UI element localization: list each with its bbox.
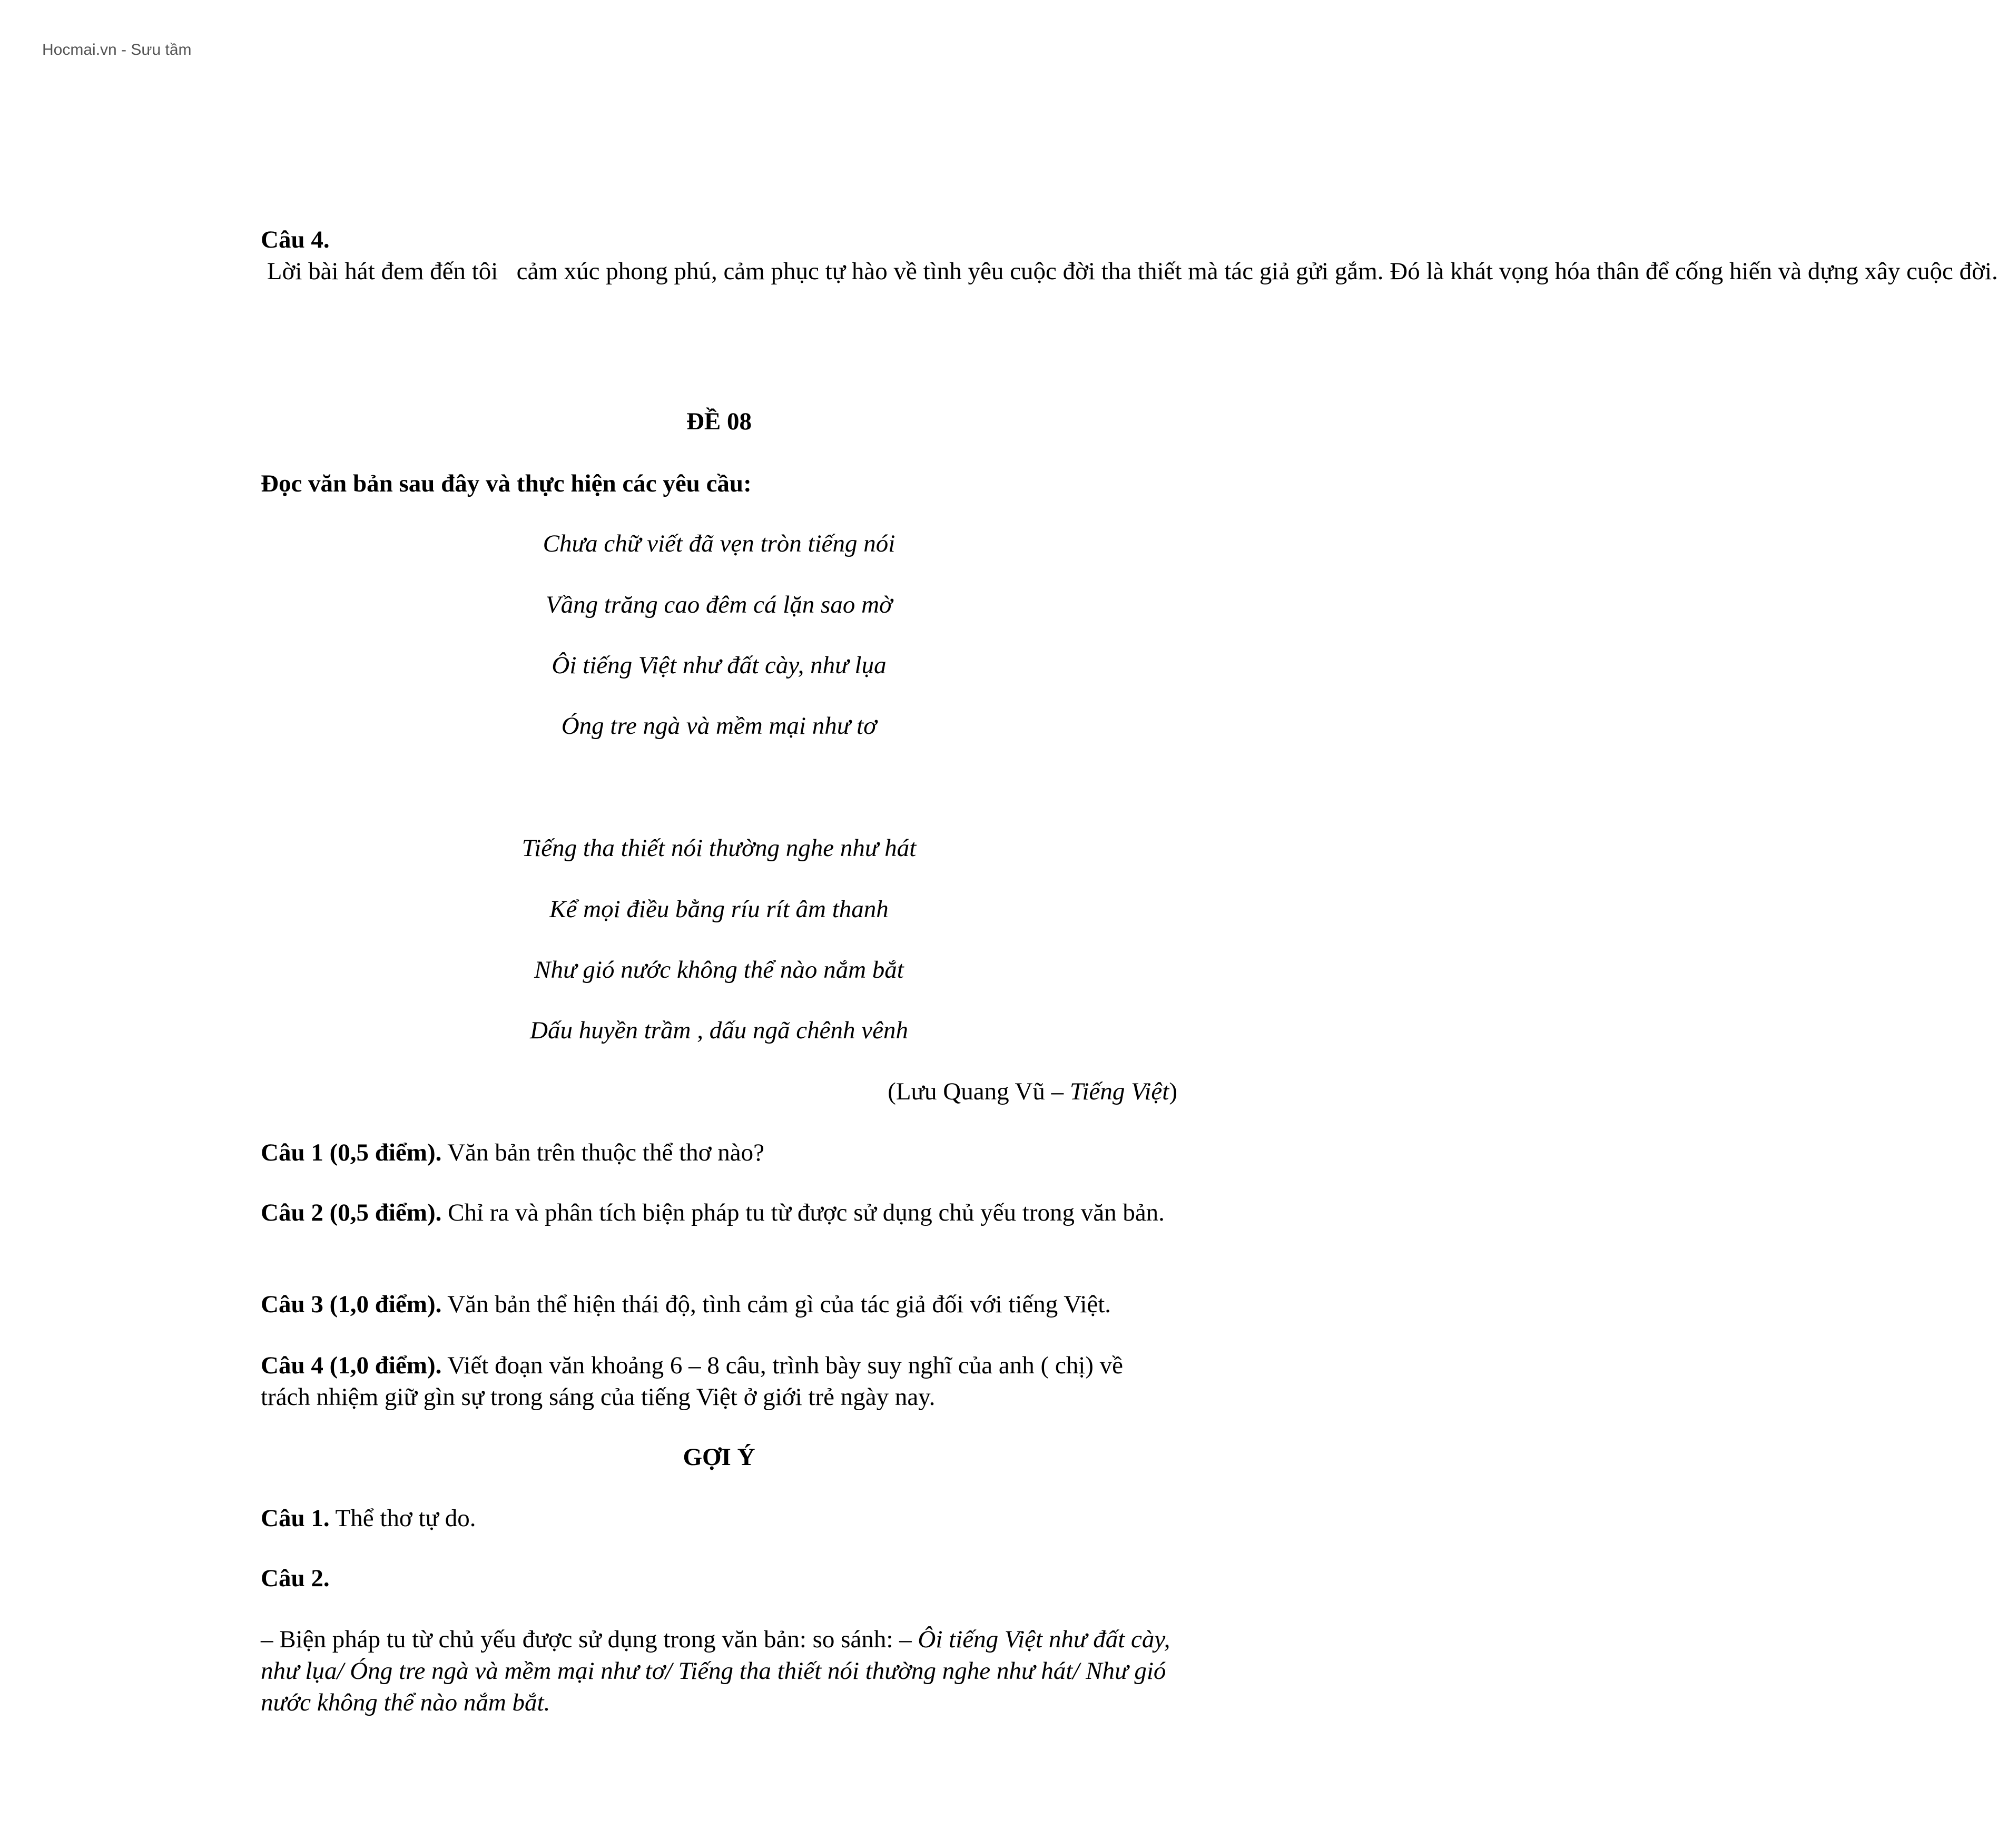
answer-1: Câu 1. Thể thơ tự do. xyxy=(261,1505,476,1532)
exam-title: ĐỀ 08 xyxy=(686,408,752,435)
poem-line: Dấu huyền trầm , dấu ngã chênh vênh xyxy=(530,1017,908,1044)
poem-line: Chưa chữ viết đã vẹn tròn tiếng nói xyxy=(543,530,895,557)
poem-line: Kể mọi điều bằng ríu rít âm thanh xyxy=(549,896,889,923)
question-3: Câu 3 (1,0 điểm). Văn bản thể hiện thái độ, tình cảm gì của tác giả đối với tiếng Việt. xyxy=(261,1291,1111,1318)
poem-line: Vầng trăng cao đêm cá lặn sao mờ xyxy=(545,591,893,618)
instruction: Đọc văn bản sau đây và thực hiện các yêu cầu: xyxy=(261,470,752,497)
prev-answer-label: Câu 4. xyxy=(261,226,330,253)
answer-2-text: – Biện pháp tu từ chủ yếu được sử dụng trong văn bản: so sánh: – Ôi tiếng Việt như đất cày, như lụa/ Óng tre ngà và mềm mại như tơ/ Tiếng tha thiết nói thường nghe như hát/ Như gió nước không thể nào nắm bắt. xyxy=(261,1626,1170,1716)
poem-line: Như gió nước không thể nào nắm bắt xyxy=(534,956,904,984)
watermark: Hocmai.vn - Sưu tầm xyxy=(42,41,192,58)
poem-line: Ôi tiếng Việt như đất cày, như lụa xyxy=(552,652,887,679)
question-1: Câu 1 (0,5 điểm). Văn bản trên thuộc thể thơ nào? xyxy=(261,1139,764,1166)
question-2: Câu 2 (0,5 điểm). Chỉ ra và phân tích biện pháp tu từ được sử dụng chủ yếu trong văn bản. xyxy=(261,1199,1165,1226)
hints-title: GỢI Ý xyxy=(683,1443,755,1471)
answer-2-label: Câu 2. xyxy=(261,1565,330,1592)
prev-answer-text: Lời bài hát đem đến tôi cảm xúc phong phú, cảm phục tự hào về tình yêu cuộc đời tha thiết mà tác giả gửi gắm. Đó là khát vọng hóa thân để cống hiến và dựng xây cuộc đời. xyxy=(261,258,1998,285)
poem-line: Óng tre ngà và mềm mại như tơ xyxy=(561,712,877,740)
prev-answer-4 xyxy=(261,224,1998,287)
poem-source: (Lưu Quang Vũ – Tiếng Việt) xyxy=(888,1078,1177,1105)
poem-line: Tiếng tha thiết nói thường nghe như hát xyxy=(521,834,917,862)
question-4: Câu 4 (1,0 điểm). Viết đoạn văn khoảng 6 – 8 câu, trình bày suy nghĩ của anh ( chị) về trách nhiệm giữ gìn sự trong sáng của tiếng Việt ở giới trẻ ngày nay. xyxy=(261,1352,1124,1411)
